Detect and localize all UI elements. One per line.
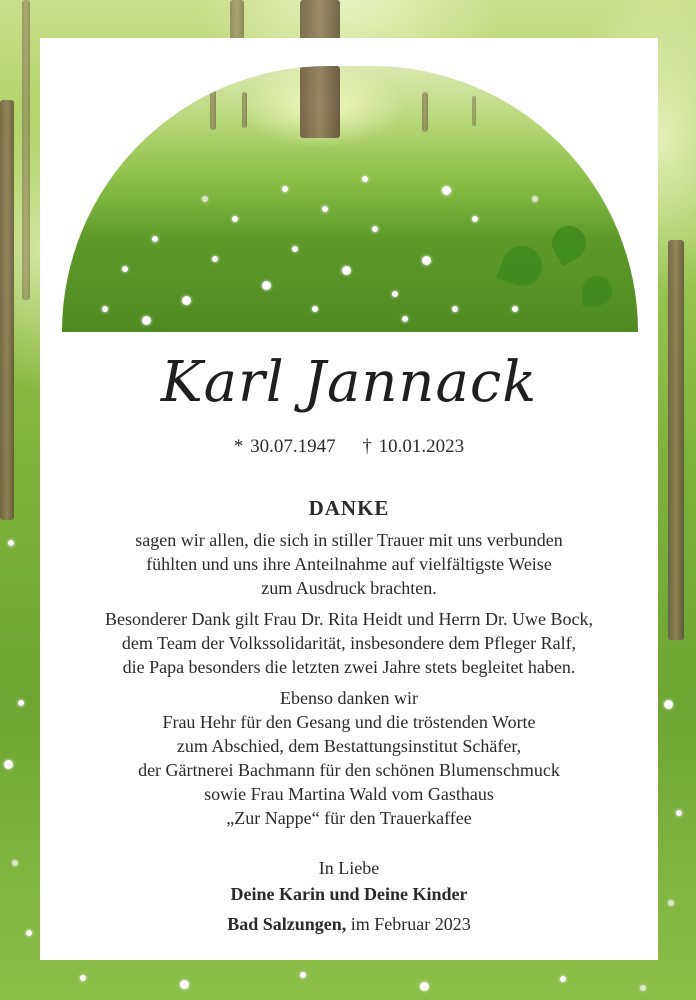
forest-meadow-photo: [62, 66, 638, 332]
thanks-paragraph-1: [40, 528, 658, 600]
text-line: sagen wir allen, die sich in stiller Trauer mit uns verbunden: [135, 530, 563, 550]
text-line: zum Abschied, dem Bestattungsinstitut Schäfer,: [176, 736, 522, 756]
signatories: Deine Karin und Deine Kinder: [230, 884, 468, 904]
death-date: † 10.01.2023: [362, 436, 465, 457]
life-dates: [40, 436, 658, 458]
text-line: Ebenso danken wir: [280, 688, 418, 708]
place-and-date: [40, 914, 658, 935]
text-line: der Gärtnerei Bachmann für den schönen Blumenschmuck: [138, 760, 560, 780]
text-line: dem Team der Volkssolidarität, insbesondere dem Pfleger Ralf,: [121, 633, 577, 653]
deceased-name: Karl Jannack: [160, 350, 538, 415]
text-line: sowie Frau Martina Wald vom Gasthaus: [204, 784, 494, 804]
text-line: zum Ausdruck brachten.: [261, 578, 437, 598]
in-liebe: In Liebe: [318, 858, 380, 878]
text-line: Besonderer Dank gilt Frau Dr. Rita Heidt und Herrn Dr. Uwe Bock,: [105, 609, 593, 629]
text-line: Frau Hehr für den Gesang und die tröstenden Worte: [162, 712, 536, 732]
text-line: die Papa besonders die letzten zwei Jahre stets begleitet haben.: [122, 657, 576, 677]
thanks-paragraph-3: [40, 686, 658, 830]
date: im Februar 2023: [346, 914, 471, 934]
thanks-heading: DANKE: [308, 496, 390, 520]
birth-date: * 30.07.1947: [233, 436, 336, 457]
memorial-card: [40, 38, 658, 960]
thanks-paragraph-2: [40, 607, 658, 679]
text-line: fühlten und uns ihre Anteilnahme auf vielfältigste Weise: [146, 554, 552, 574]
text-line: „Zur Nappe“ für den Trauerkaffee: [226, 808, 472, 828]
place: Bad Salzungen,: [227, 914, 347, 934]
